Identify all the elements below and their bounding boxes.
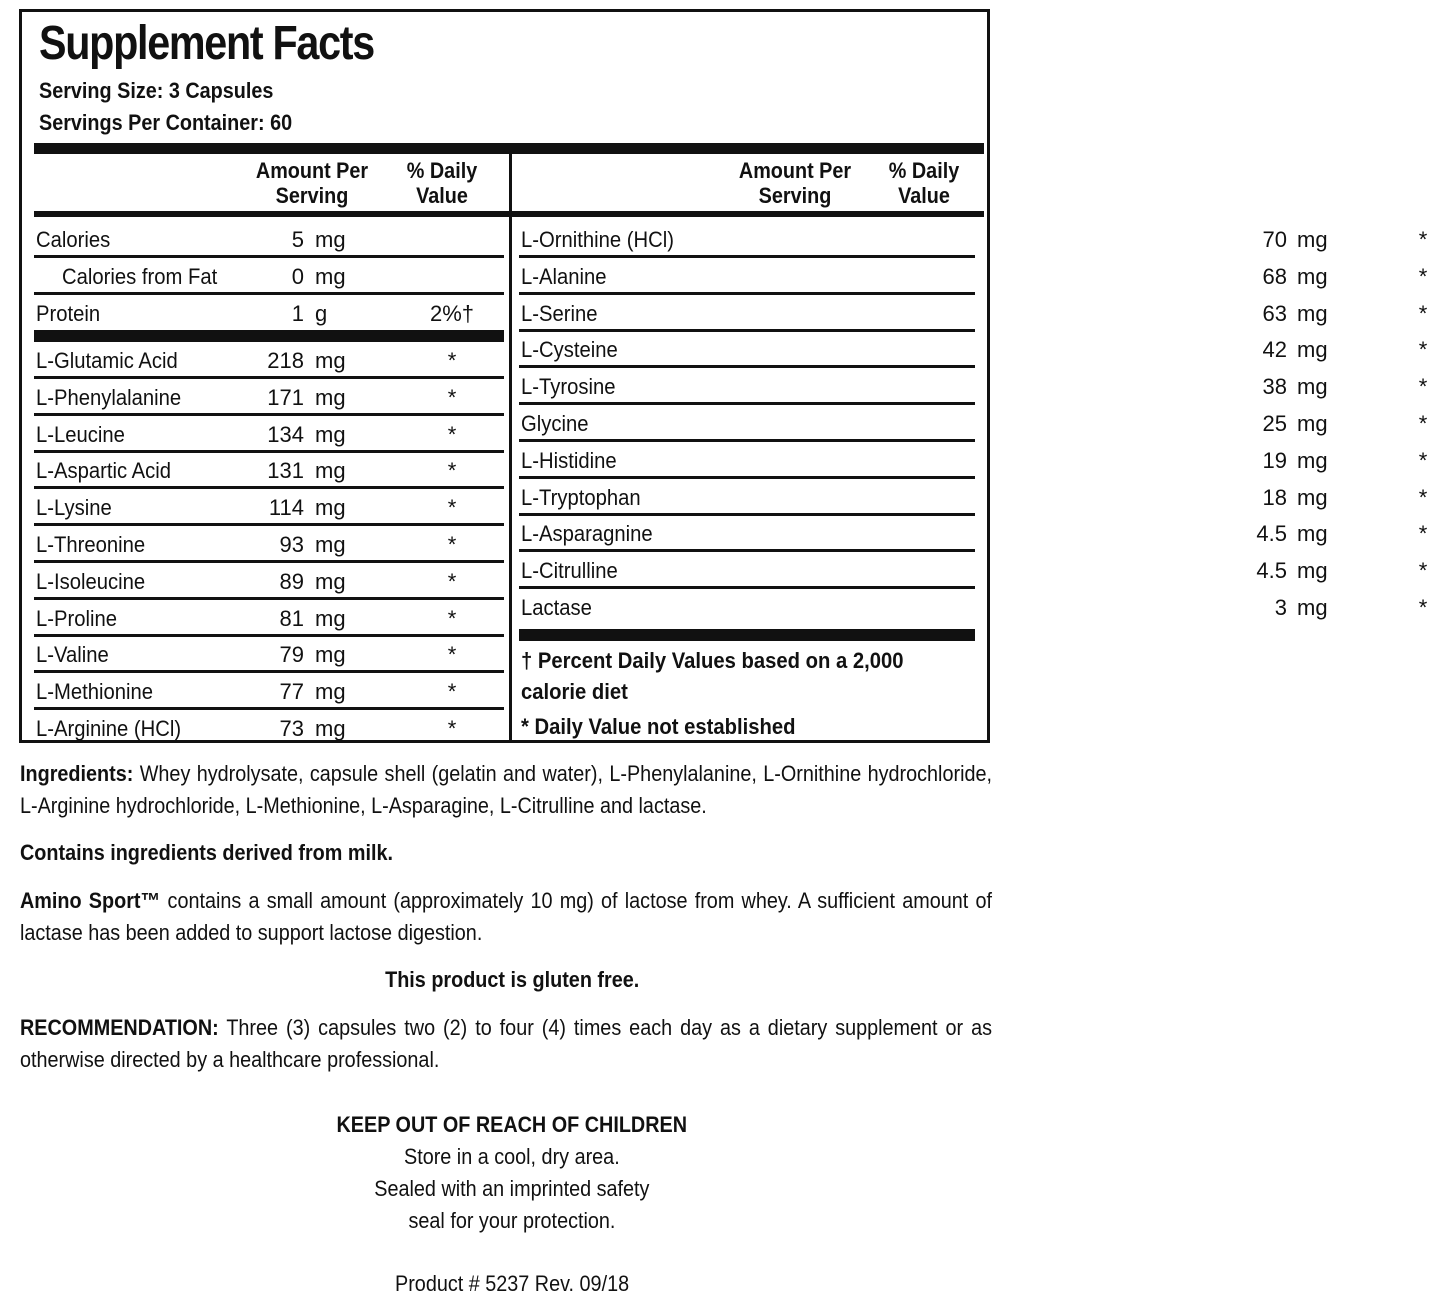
nutrient-dv: * (447, 605, 457, 631)
nutrient-row (34, 490, 504, 526)
servings-per-container: Servings Per Container: 60 (39, 110, 293, 135)
nutrient-unit: mg (315, 384, 346, 410)
nutrient-dv: * (1418, 521, 1428, 547)
nutrient-dv: * (447, 716, 457, 741)
nutrient-row (519, 296, 1428, 332)
nutrient-dv: * (1418, 227, 1428, 252)
nutrient-amount: 81 (279, 605, 304, 631)
nutrient-unit: mg (315, 264, 346, 289)
panel-title: Supplement Facts (39, 17, 374, 70)
nutrient-name: L-Proline (36, 605, 118, 631)
nutrient-unit: mg (315, 348, 346, 373)
nutrient-dv: * (447, 384, 457, 410)
nutrient-unit: mg (315, 227, 346, 252)
nutrient-name: L-Aspartic Acid (36, 458, 171, 484)
nutrient-amount: 73 (279, 716, 304, 741)
nutrient-amount: 42 (1262, 337, 1287, 363)
left-dv-header (393, 158, 492, 208)
amino-sport-paragraph (20, 885, 992, 949)
nutrient-unit: mg (1297, 595, 1328, 620)
nutrient-dv: * (447, 421, 457, 447)
nutrient-row (34, 343, 504, 379)
nutrient-dv: * (1418, 337, 1428, 363)
nutrient-dv: 2%† (429, 301, 475, 326)
nutrient-name: L-Ornithine (HCl) (521, 227, 674, 252)
nutrient-name: L-Valine (36, 642, 109, 668)
nutrient-dv: * (1418, 411, 1428, 436)
nutrient-amount: 70 (1262, 227, 1287, 252)
recommendation-text: Three (3) capsules two (2) to four (4) times each day as a dietary supplement or as otherwise directed by a healthcare professional. (20, 1015, 992, 1072)
nutrient-amount: 18 (1262, 484, 1287, 510)
amount-header-line1: Amount Per (738, 158, 852, 183)
nutrient-row (519, 590, 1428, 626)
right-header-rule (512, 211, 984, 217)
footnote-star: * Daily Value not established (521, 714, 796, 739)
nutrient-amount: 68 (1262, 263, 1287, 289)
nutrient-amount: 5 (291, 227, 304, 252)
nutrient-row (519, 516, 1428, 552)
dv-header-line1: % Daily (406, 158, 478, 183)
nutrient-unit: g (315, 301, 328, 326)
amount-header-line2: Serving (758, 183, 832, 208)
nutrient-unit: mg (1297, 521, 1328, 547)
nutrient-unit: mg (1297, 337, 1328, 363)
nutrient-amount: 63 (1262, 300, 1287, 326)
nutrient-amount: 1 (291, 301, 304, 326)
nutrient-name: L-Threonine (36, 532, 146, 557)
gluten-free-statement (0, 964, 1024, 996)
nutrient-dv: * (1418, 447, 1428, 473)
nutrient-row (34, 711, 504, 747)
ingredients-paragraph (20, 758, 992, 822)
nutrient-dv: * (447, 642, 457, 668)
nutrient-dv: * (1418, 595, 1428, 620)
nutrient-row (34, 417, 504, 453)
nutrient-amount: 93 (279, 532, 304, 557)
nutrient-name: L-Phenylalanine (36, 384, 182, 410)
amount-header-line2: Serving (275, 183, 349, 208)
nutrient-unit: mg (1297, 558, 1328, 584)
nutrient-amount: 131 (267, 458, 304, 484)
ingredients-text: Whey hydrolysate, capsule shell (gelatin and water), L-Phenylalanine, L-Ornithine hydrochloride, L-Arginine hydrochloride, L-Methionine, L-Asparagine, L-Citrulline and lactase. (20, 761, 992, 818)
nutrient-dv: * (1418, 558, 1428, 584)
nutrient-amount: 4.5 (1256, 558, 1287, 584)
nutrient-dv: * (447, 458, 457, 484)
nutrient-row (519, 222, 1428, 258)
contains-statement: Contains ingredients derived from milk. (20, 840, 393, 865)
nutrient-unit: mg (1297, 447, 1328, 473)
nutrient-name: L-Serine (521, 300, 598, 326)
nutrient-row (519, 480, 1428, 516)
nutrient-row (34, 527, 504, 563)
nutrient-name: L-Cysteine (521, 337, 618, 363)
nutrient-amount: 134 (267, 421, 304, 447)
nutrient-row (519, 369, 1428, 405)
nutrient-name: L-Citrulline (521, 558, 618, 584)
storage-line: Store in a cool, dry area. (404, 1144, 620, 1169)
nutrient-unit: mg (1297, 227, 1328, 252)
nutrient-row (519, 553, 1428, 589)
ingredients-label: Ingredients: (20, 761, 134, 786)
nutrient-row (519, 259, 1428, 295)
nutrient-unit: mg (315, 642, 346, 668)
warning-block (0, 1109, 1024, 1237)
nutrient-row (34, 674, 504, 710)
nutrient-unit: mg (315, 716, 346, 741)
top-thick-rule (34, 143, 984, 154)
recommendation-paragraph (20, 1012, 992, 1076)
protein-thick-rule (34, 330, 504, 342)
supplement-facts-panel (19, 9, 1428, 743)
nutrient-unit: mg (1297, 263, 1328, 289)
product-code: Product # 5237 Rev. 09/18 (394, 1271, 630, 1296)
seal-line2: seal for your protection. (408, 1208, 616, 1233)
nutrient-row (34, 601, 504, 637)
nutrient-dv: * (447, 679, 457, 705)
nutrient-dv: * (447, 568, 457, 594)
nutrient-row (34, 222, 504, 258)
nutrient-unit: mg (1297, 300, 1328, 326)
nutrient-name: L-Alanine (521, 263, 607, 289)
nutrient-name: L-Tryptophan (521, 484, 641, 510)
nutrient-unit: mg (315, 679, 346, 705)
product-code-line (0, 1268, 1024, 1300)
nutrient-amount: 89 (279, 568, 304, 594)
nutrient-unit: mg (315, 568, 346, 594)
amount-header-line1: Amount Per (255, 158, 369, 183)
nutrient-amount: 3 (1274, 595, 1287, 620)
serving-size: Serving Size: 3 Capsules (39, 78, 274, 103)
left-header-rule (34, 211, 509, 217)
nutrient-amount: 38 (1262, 374, 1287, 400)
nutrient-unit: mg (1297, 484, 1328, 510)
nutrient-amount: 77 (279, 679, 304, 705)
column-divider (509, 154, 512, 740)
footnote-dagger (521, 645, 904, 707)
nutrient-row (34, 296, 504, 332)
nutrient-row (34, 637, 504, 673)
nutrient-dv: * (447, 495, 457, 521)
amino-sport-text: contains a small amount (approximately 10 mg) of lactose from whey. A sufficient amount of lactase has been added to support lactose digestion. (20, 888, 992, 945)
nutrient-row (34, 380, 504, 416)
nutrient-unit: mg (1297, 411, 1328, 436)
footnote-thick-rule (519, 629, 975, 641)
nutrient-amount: 171 (267, 384, 304, 410)
nutrient-amount: 79 (279, 642, 304, 668)
nutrient-unit: mg (315, 532, 346, 557)
nutrient-name: L-Isoleucine (36, 568, 146, 594)
dv-header-line2: Value (898, 183, 950, 208)
nutrient-name: L-Glutamic Acid (36, 348, 178, 373)
nutrient-unit: mg (1297, 374, 1328, 400)
nutrient-row (34, 453, 504, 489)
nutrient-name: Calories from Fat (62, 264, 218, 289)
amino-sport-label: Amino Sport™ (20, 888, 161, 913)
nutrient-amount: 19 (1262, 447, 1287, 473)
footnote-dagger-line2: calorie diet (521, 679, 628, 704)
nutrient-amount: 25 (1262, 411, 1287, 436)
nutrient-amount: 4.5 (1256, 521, 1287, 547)
nutrient-dv: * (447, 532, 457, 557)
dv-header-line2: Value (416, 183, 468, 208)
nutrient-name: Protein (36, 301, 101, 326)
footnote-dagger-line1: † Percent Daily Values based on a 2,000 (521, 648, 904, 673)
nutrient-unit: mg (315, 458, 346, 484)
seal-line1: Sealed with an imprinted safety (374, 1176, 650, 1201)
warning-heading: KEEP OUT OF REACH OF CHILDREN (336, 1112, 688, 1137)
dv-header-line1: % Daily (888, 158, 960, 183)
nutrient-row (34, 564, 504, 600)
nutrient-row (519, 443, 1428, 479)
nutrient-amount: 114 (268, 495, 304, 521)
nutrient-unit: mg (315, 421, 346, 447)
gluten-free-text: This product is gluten free. (384, 967, 640, 992)
nutrient-amount: 218 (267, 348, 304, 373)
left-amount-header (249, 158, 375, 208)
nutrient-unit: mg (315, 495, 346, 521)
nutrient-name: L-Arginine (HCl) (36, 716, 182, 741)
recommendation-label: RECOMMENDATION: (20, 1015, 219, 1040)
nutrient-name: Calories (36, 227, 111, 252)
nutrient-name: L-Lysine (36, 495, 112, 521)
right-dv-header (875, 158, 974, 208)
right-amount-header (732, 158, 858, 208)
nutrient-amount: 0 (291, 264, 304, 289)
nutrient-name: L-Leucine (36, 421, 125, 447)
nutrient-row (519, 406, 1428, 442)
nutrient-name: Lactase (521, 595, 592, 620)
nutrient-dv: * (1418, 374, 1428, 400)
nutrient-name: Glycine (521, 411, 589, 436)
nutrient-name: L-Asparagnine (521, 521, 653, 547)
nutrient-name: L-Tyrosine (521, 374, 616, 400)
nutrient-row (34, 259, 504, 295)
nutrient-dv: * (447, 348, 457, 373)
nutrient-name: L-Histidine (521, 447, 617, 473)
nutrient-dv: * (1418, 263, 1428, 289)
nutrient-name: L-Methionine (36, 679, 154, 705)
nutrient-row (519, 332, 1428, 368)
nutrient-dv: * (1418, 300, 1428, 326)
nutrient-dv: * (1418, 484, 1428, 510)
nutrient-unit: mg (315, 605, 346, 631)
